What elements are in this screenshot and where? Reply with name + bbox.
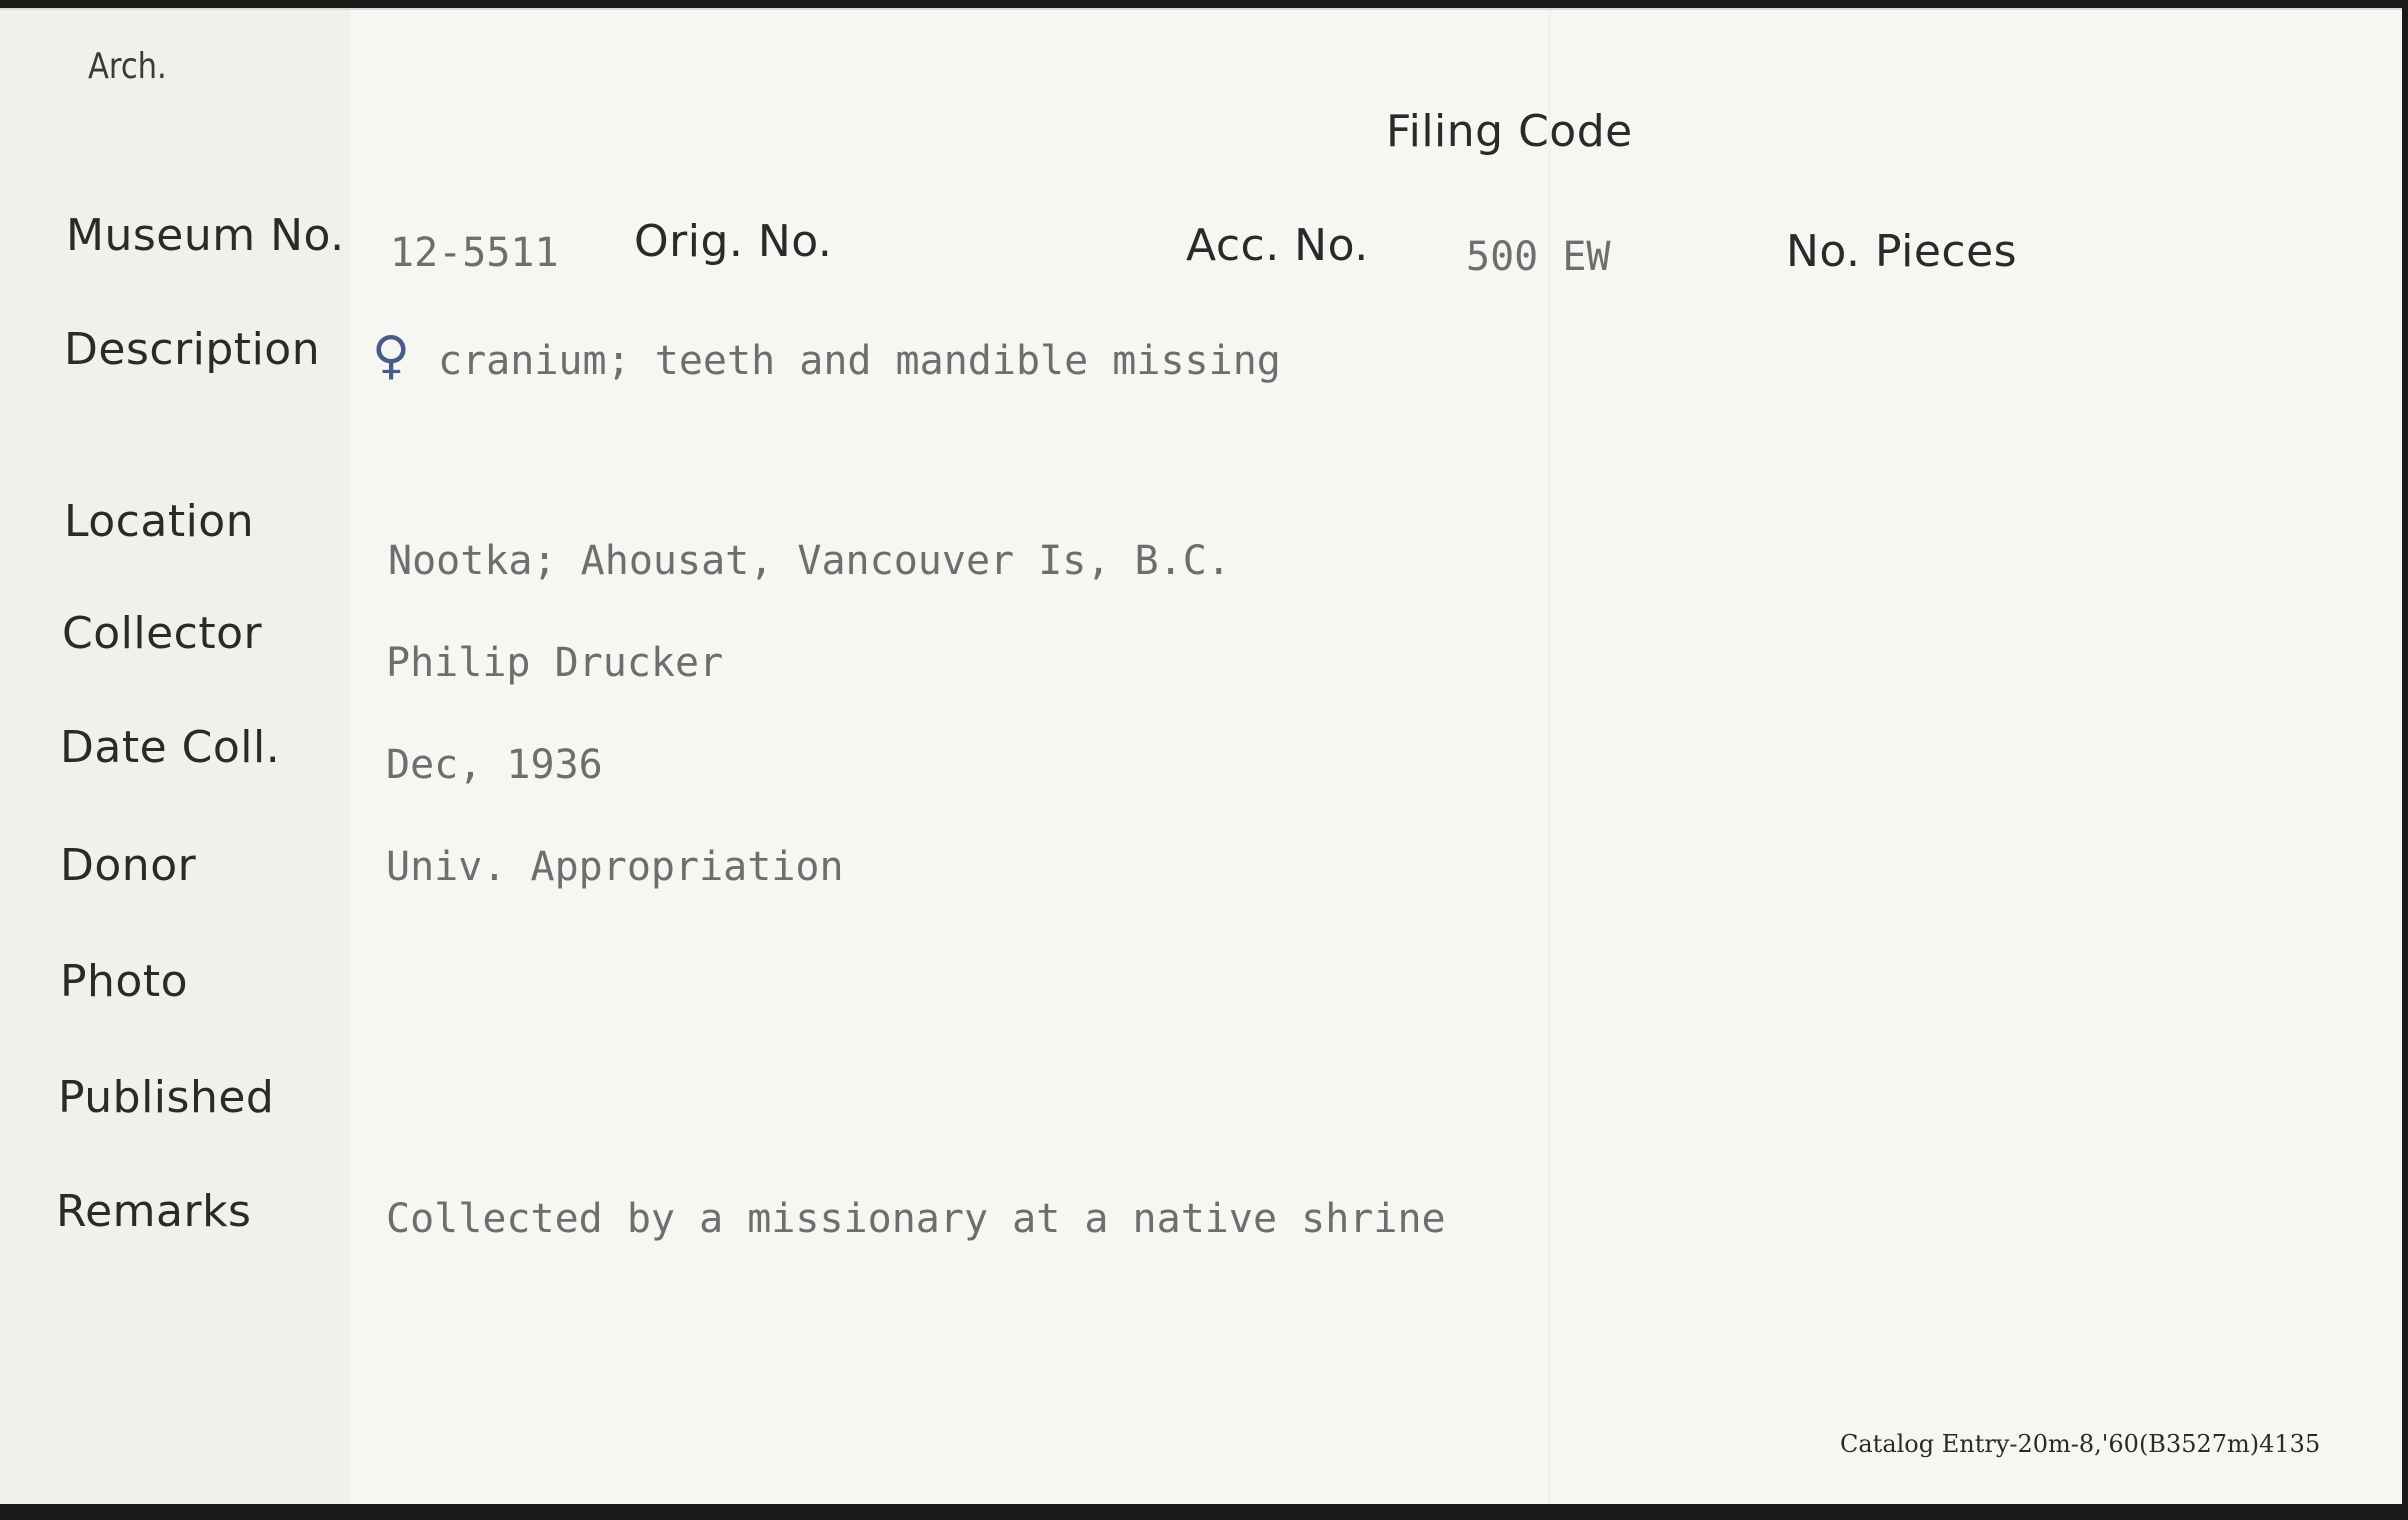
- orig-no-label: Orig. No.: [634, 216, 833, 267]
- date-coll-label: Date Coll.: [60, 722, 281, 773]
- location-value: Nootka; Ahousat, Vancouver Is, B.C.: [388, 538, 1231, 584]
- collector-value: Philip Drucker: [386, 640, 724, 686]
- remarks-label: Remarks: [56, 1186, 252, 1237]
- description-label: Description: [64, 324, 321, 375]
- acc-no-label: Acc. No.: [1186, 220, 1369, 271]
- remarks-value: Collected by a missionary at a native shrine: [386, 1196, 1446, 1242]
- description-value: cranium; teeth and mandible missing: [438, 338, 1281, 384]
- museum-no-value: 12-5511: [390, 230, 559, 276]
- catalog-card: [0, 8, 2402, 1504]
- location-label: Location: [64, 496, 255, 547]
- museum-no-label: Museum No.: [66, 210, 345, 261]
- corner-tag: Arch.: [88, 46, 167, 87]
- donor-label: Donor: [60, 840, 197, 891]
- collector-label: Collector: [62, 608, 263, 659]
- filing-code-label: Filing Code: [1386, 106, 1633, 157]
- acc-no-value: 500 EW: [1466, 234, 1611, 280]
- donor-value: Univ. Appropriation: [386, 844, 844, 890]
- published-label: Published: [58, 1072, 275, 1123]
- photo-label: Photo: [60, 956, 189, 1007]
- date-coll-value: Dec, 1936: [386, 742, 603, 788]
- no-pieces-label: No. Pieces: [1786, 226, 2018, 277]
- female-symbol: ♀: [372, 326, 411, 386]
- catalog-footer: Catalog Entry-20m-8,'60(B3527m)4135: [1840, 1430, 2321, 1458]
